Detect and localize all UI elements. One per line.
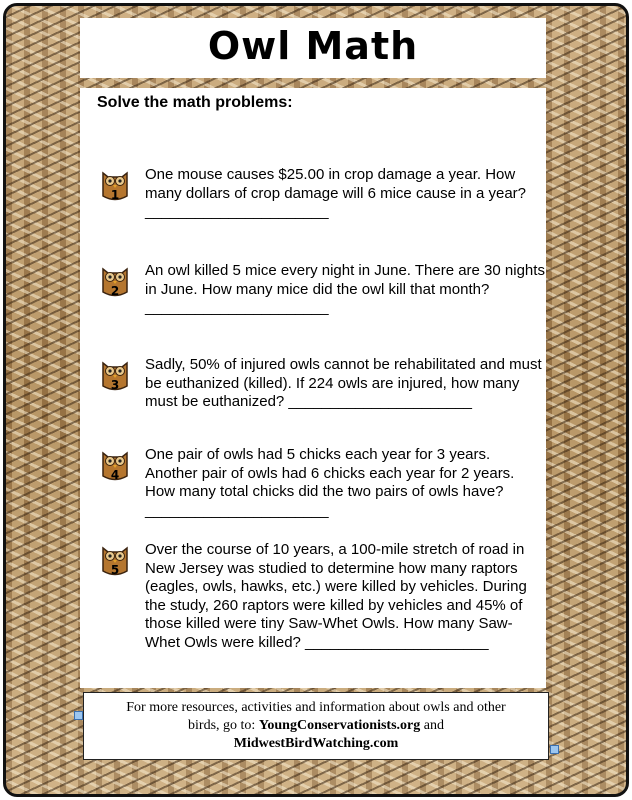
worksheet-content [80,88,546,688]
footer-and: and [423,718,444,733]
problem-text: One mouse causes $25.00 in crop damage a year. How many dollars of crop damage will 6 mice cause in a year? ______________________ [145,166,527,220]
owl-icon [100,543,130,577]
svg-text:4: 4 [110,468,120,482]
resources-footer [83,692,549,760]
svg-text:3: 3 [110,378,120,392]
owl-icon [100,358,130,392]
problem-text: Sadly, 50% of injured owls cannot be rehabilitated and must be euthanized (killed). If 224 owls are injured, how many must be euthanized? ______________________ [145,356,542,410]
problem-text: An owl killed 5 mice every night in June. There are 30 nights in June. How many mice did the owl kill that month? ______________________ [145,262,545,316]
page-title: Owl Math [207,24,419,68]
footer-line-1: For more resources, activities and information about owls and other [126,700,506,715]
anchor-marker-right [550,745,559,754]
footer-line-3 [84,735,548,753]
owl-icon [100,168,130,202]
anchor-marker-left [74,711,83,720]
svg-text:1: 1 [110,188,120,202]
link-midwest-bird-watching[interactable]: MidwestBirdWatching.com [233,736,399,751]
problem-text: One pair of owls had 5 chicks each year for 3 years. Another pair of owls had 6 chicks each year for 2 years. How many total chicks did the two pairs of owls have? ______________________ [145,446,515,519]
svg-text:5: 5 [110,563,120,577]
svg-text:2: 2 [110,284,120,298]
problem-text: Over the course of 10 years, a 100-mile stretch of road in New Jersey was studied to determine how many raptors (eagles, owls, hawks, etc.) were killed by vehicles. During the study, 260 raptors were killed by vehicles and 45% of those killed were tiny Saw-Whet Owls. How many Saw-Whet Owls were killed? ______________________ [145,541,527,651]
title-box [80,18,546,78]
instructions: Solve the math problems: [97,94,293,111]
link-young-conservationists[interactable]: YoungConservationists.org [258,718,421,733]
owl-icon [100,448,130,482]
owl-icon [100,264,130,298]
footer-line-2 [84,717,548,735]
footer-prefix: birds, go to: [188,718,256,733]
